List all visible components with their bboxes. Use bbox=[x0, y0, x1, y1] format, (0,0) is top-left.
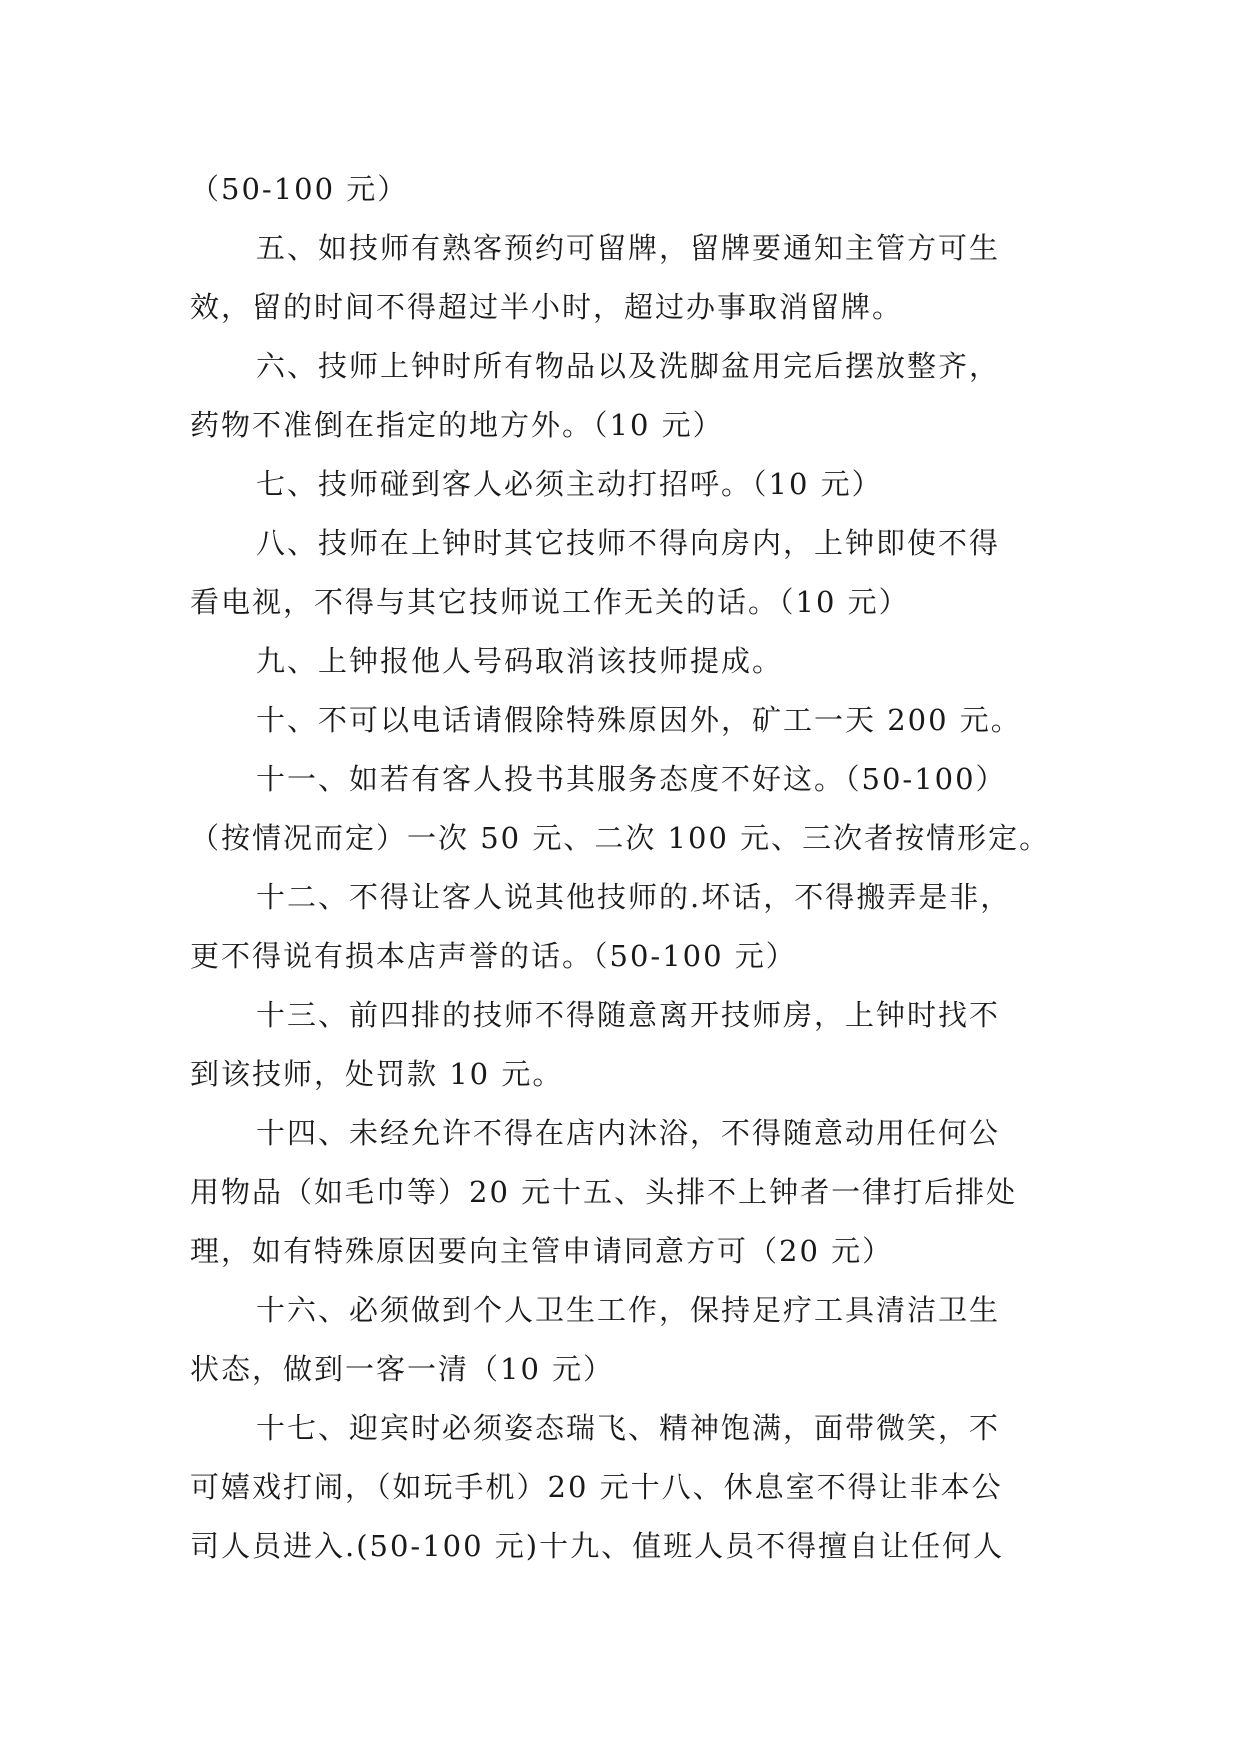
text-line: 十六、必须做到个人卫生工作，保持足疗工具清洁卫生 bbox=[256, 1293, 1001, 1327]
text-line: 效，留的时间不得超过半小时，超过办事取消留牌。 bbox=[190, 290, 904, 324]
text-line: （按情况而定）一次 50 元、二次 100 元、三次者按情形定。 bbox=[190, 821, 1051, 855]
text-line: 十二、不得让客人说其他技师的.坏话，不得搬弄是非， bbox=[256, 880, 1012, 914]
text-line: 用物品（如毛巾等）20 元十五、头排不上钟者一律打后排处 bbox=[190, 1175, 1018, 1209]
text-line: 状态，做到一客一清（10 元） bbox=[190, 1352, 615, 1386]
text-line: 看电视，不得与其它技师说工作无关的话。（10 元） bbox=[190, 585, 910, 619]
text-line: 七、技师碰到客人必须主动打招呼。（10 元） bbox=[256, 467, 883, 501]
text-line: 十、不可以电话请假除特殊原因外，矿工一天 200 元。 bbox=[256, 703, 1022, 737]
text-line: 十一、如若有客人投书其服务态度不好这。（50-100） bbox=[256, 762, 1007, 796]
text-line: 理，如有特殊原因要向主管申请同意方可（20 元） bbox=[190, 1234, 894, 1268]
text-line: 到该技师，处罚款 10 元。 bbox=[190, 1057, 564, 1091]
text-line: （50-100 元） bbox=[190, 172, 409, 206]
text-line: 十七、迎宾时必须姿态瑞飞、精神饱满，面带微笑，不 bbox=[256, 1411, 1001, 1445]
text-line: 可嬉戏打闹，（如玩手机）20 元十八、休息室不得让非本公 bbox=[190, 1470, 1003, 1504]
document-body bbox=[190, 160, 1050, 1576]
text-line: 九、上钟报他人号码取消该技师提成。 bbox=[256, 644, 784, 678]
text-line: 十三、前四排的技师不得随意离开技师房，上钟时找不 bbox=[256, 998, 1001, 1032]
text-line: 更不得说有损本店声誉的话。（50-100 元） bbox=[190, 939, 797, 973]
text-line: 司人员进入.(50-100 元)十九、值班人员不得擅自让任何人 bbox=[190, 1529, 1005, 1563]
text-line: 药物不准倒在指定的地方外。（10 元） bbox=[190, 408, 724, 442]
text-line: 八、技师在上钟时其它技师不得向房内，上钟即使不得 bbox=[256, 526, 1001, 560]
text-line: 五、如技师有熟客预约可留牌，留牌要通知主管方可生 bbox=[256, 231, 1001, 265]
text-line: 十四、未经允许不得在店内沐浴，不得随意动用任何公 bbox=[256, 1116, 1001, 1150]
text-line: 六、技师上钟时所有物品以及洗脚盆用完后摆放整齐， bbox=[256, 349, 1001, 383]
